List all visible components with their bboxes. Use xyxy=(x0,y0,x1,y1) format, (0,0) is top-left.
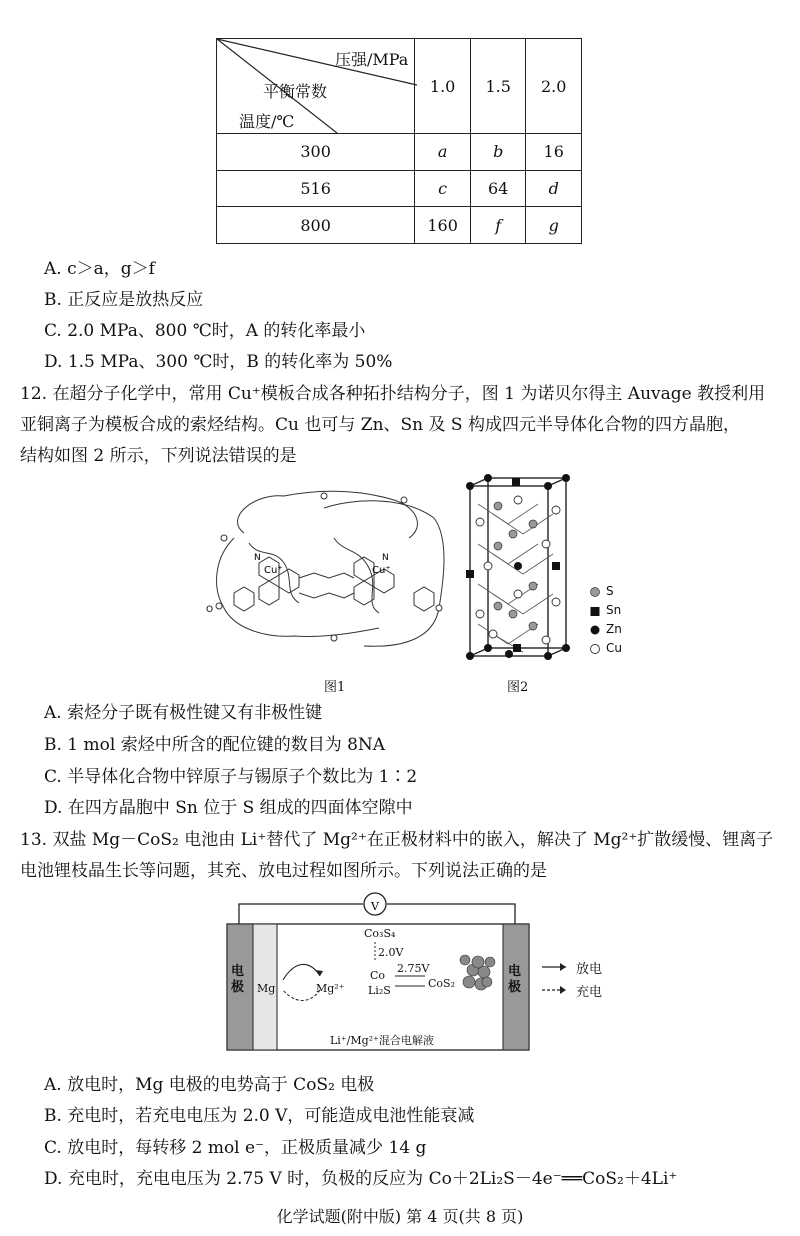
mg2-label: Mg²⁺ xyxy=(316,982,345,995)
co-label: Co xyxy=(370,969,386,982)
q12-option-c: C. 半导体化合物中锌原子与锡原子个数比为 1∶2 xyxy=(44,767,418,787)
table-header-diagonal-cell xyxy=(217,39,415,134)
voltmeter-label: V xyxy=(371,900,379,913)
legend-zn: Zn xyxy=(606,622,622,636)
row-temp: 516 xyxy=(217,170,415,207)
figure1-catenane xyxy=(204,478,454,668)
q12-option-a: A. 索烃分子既有极性键又有非极性键 xyxy=(44,703,323,723)
cos2-label: CoS₂ xyxy=(428,977,455,990)
electrode-left-label: 电极 xyxy=(231,964,245,995)
voltage-2v: 2.0V xyxy=(378,946,404,959)
cell: 160 xyxy=(415,207,471,244)
row-temp: 800 xyxy=(217,207,415,244)
n-label: N xyxy=(382,553,389,563)
cell: d xyxy=(548,178,559,198)
equilibrium-constant-table xyxy=(216,38,582,244)
pressure-1: 1.0 xyxy=(415,39,471,134)
co3s4-label: Co₃S₄ xyxy=(364,927,396,940)
figure2-unit-cell xyxy=(458,474,578,670)
cell: c xyxy=(438,178,448,198)
header-pressure: 压强/MPa xyxy=(334,50,409,69)
cell: g xyxy=(548,215,559,235)
voltage-275v: 2.75V xyxy=(397,962,430,975)
cu-label-left: Cu⁺ xyxy=(264,565,283,576)
q13-option-b: B. 充电时，若充电电压为 2.0 V，可能造成电池性能衰减 xyxy=(44,1106,475,1126)
q13-option-a: A. 放电时，Mg 电极的电势高于 CoS₂ 电极 xyxy=(44,1075,375,1095)
q12-option-d: D. 在四方晶胞中 Sn 位于 S 组成的四面体空隙中 xyxy=(44,798,413,818)
table-row xyxy=(217,207,582,244)
electrolyte-label: Li⁺/Mg²⁺混合电解液 xyxy=(330,1034,434,1047)
q12-stem-line3: 结构如图 2 所示，下列说法错误的是 xyxy=(20,446,297,466)
header-temperature: 温度/℃ xyxy=(239,112,295,131)
legend-sn: Sn xyxy=(606,603,622,617)
cell: 16 xyxy=(526,134,582,171)
q13-option-c: C. 放电时，每转移 2 mol e⁻，正极质量减少 14 g xyxy=(44,1138,427,1158)
legend-markers xyxy=(588,586,602,662)
pressure-3: 2.0 xyxy=(526,39,582,134)
cell: b xyxy=(493,142,504,162)
cell: a xyxy=(437,142,448,162)
q12-stem-line1: 12. 在超分子化学中，常用 Cu⁺模板合成各种拓扑结构分子，图 1 为诺贝尔得主 Auvage 教授利用 xyxy=(20,384,766,404)
header-constant: 平衡常数 xyxy=(263,82,328,101)
cell: 64 xyxy=(470,170,526,207)
table-row xyxy=(217,170,582,207)
charge-label: 充电 xyxy=(576,985,603,1000)
q11-option-a: A. c＞a，g＞f xyxy=(44,259,155,279)
o-label: O xyxy=(206,605,214,615)
q12-stem-line2: 亚铜离子为模板合成的索烃结构。Cu 也可与 Zn、Sn 及 S 构成四元半导体化合物的四方晶胞， xyxy=(20,415,740,435)
legend-s: S xyxy=(606,584,614,598)
q11-option-d: D. 1.5 MPa、300 ℃时，B 的转化率为 50% xyxy=(44,352,393,372)
row-temp: 300 xyxy=(217,134,415,171)
figure1-caption: 图1 xyxy=(324,680,346,695)
discharge-label: 放电 xyxy=(576,962,603,977)
table-row xyxy=(217,134,582,171)
cu-label-right: Cu⁺ xyxy=(372,565,391,576)
cell: f xyxy=(495,215,502,235)
figure2-caption: 图2 xyxy=(507,680,529,695)
n-label: N xyxy=(254,553,261,563)
q12-option-b: B. 1 mol 索烃中所含的配位键的数目为 8NA xyxy=(44,735,386,755)
q13-stem-line1: 13. 双盐 Mg－CoS₂ 电池由 Li⁺替代了 Mg²⁺在正极材料中的嵌入，解决了 Mg²⁺扩散缓慢、锂离子 xyxy=(20,830,774,850)
q13-stem-line2: 电池锂枝晶生长等问题，其充、放电过程如图所示。下列说法正确的是 xyxy=(20,861,547,881)
pressure-2: 1.5 xyxy=(470,39,526,134)
q11-option-b: B. 正反应是放热反应 xyxy=(44,290,204,310)
process-arrows-legend xyxy=(540,958,572,998)
li2s-label: Li₂S xyxy=(368,984,391,997)
q13-option-d: D. 充电时，充电电压为 2.75 V 时，负极的反应为 Co＋2Li₂S－4e⁻══CoS₂＋4Li⁺ xyxy=(44,1169,678,1189)
electrode-right-label: 电极 xyxy=(508,964,522,995)
q11-option-c: C. 2.0 MPa、800 ℃时，A 的转化率最小 xyxy=(44,321,366,341)
mg-label: Mg xyxy=(257,982,276,995)
legend-cu: Cu xyxy=(606,641,622,655)
page-footer: 化学试题(附中版) 第 4 页(共 8 页) xyxy=(276,1207,524,1226)
